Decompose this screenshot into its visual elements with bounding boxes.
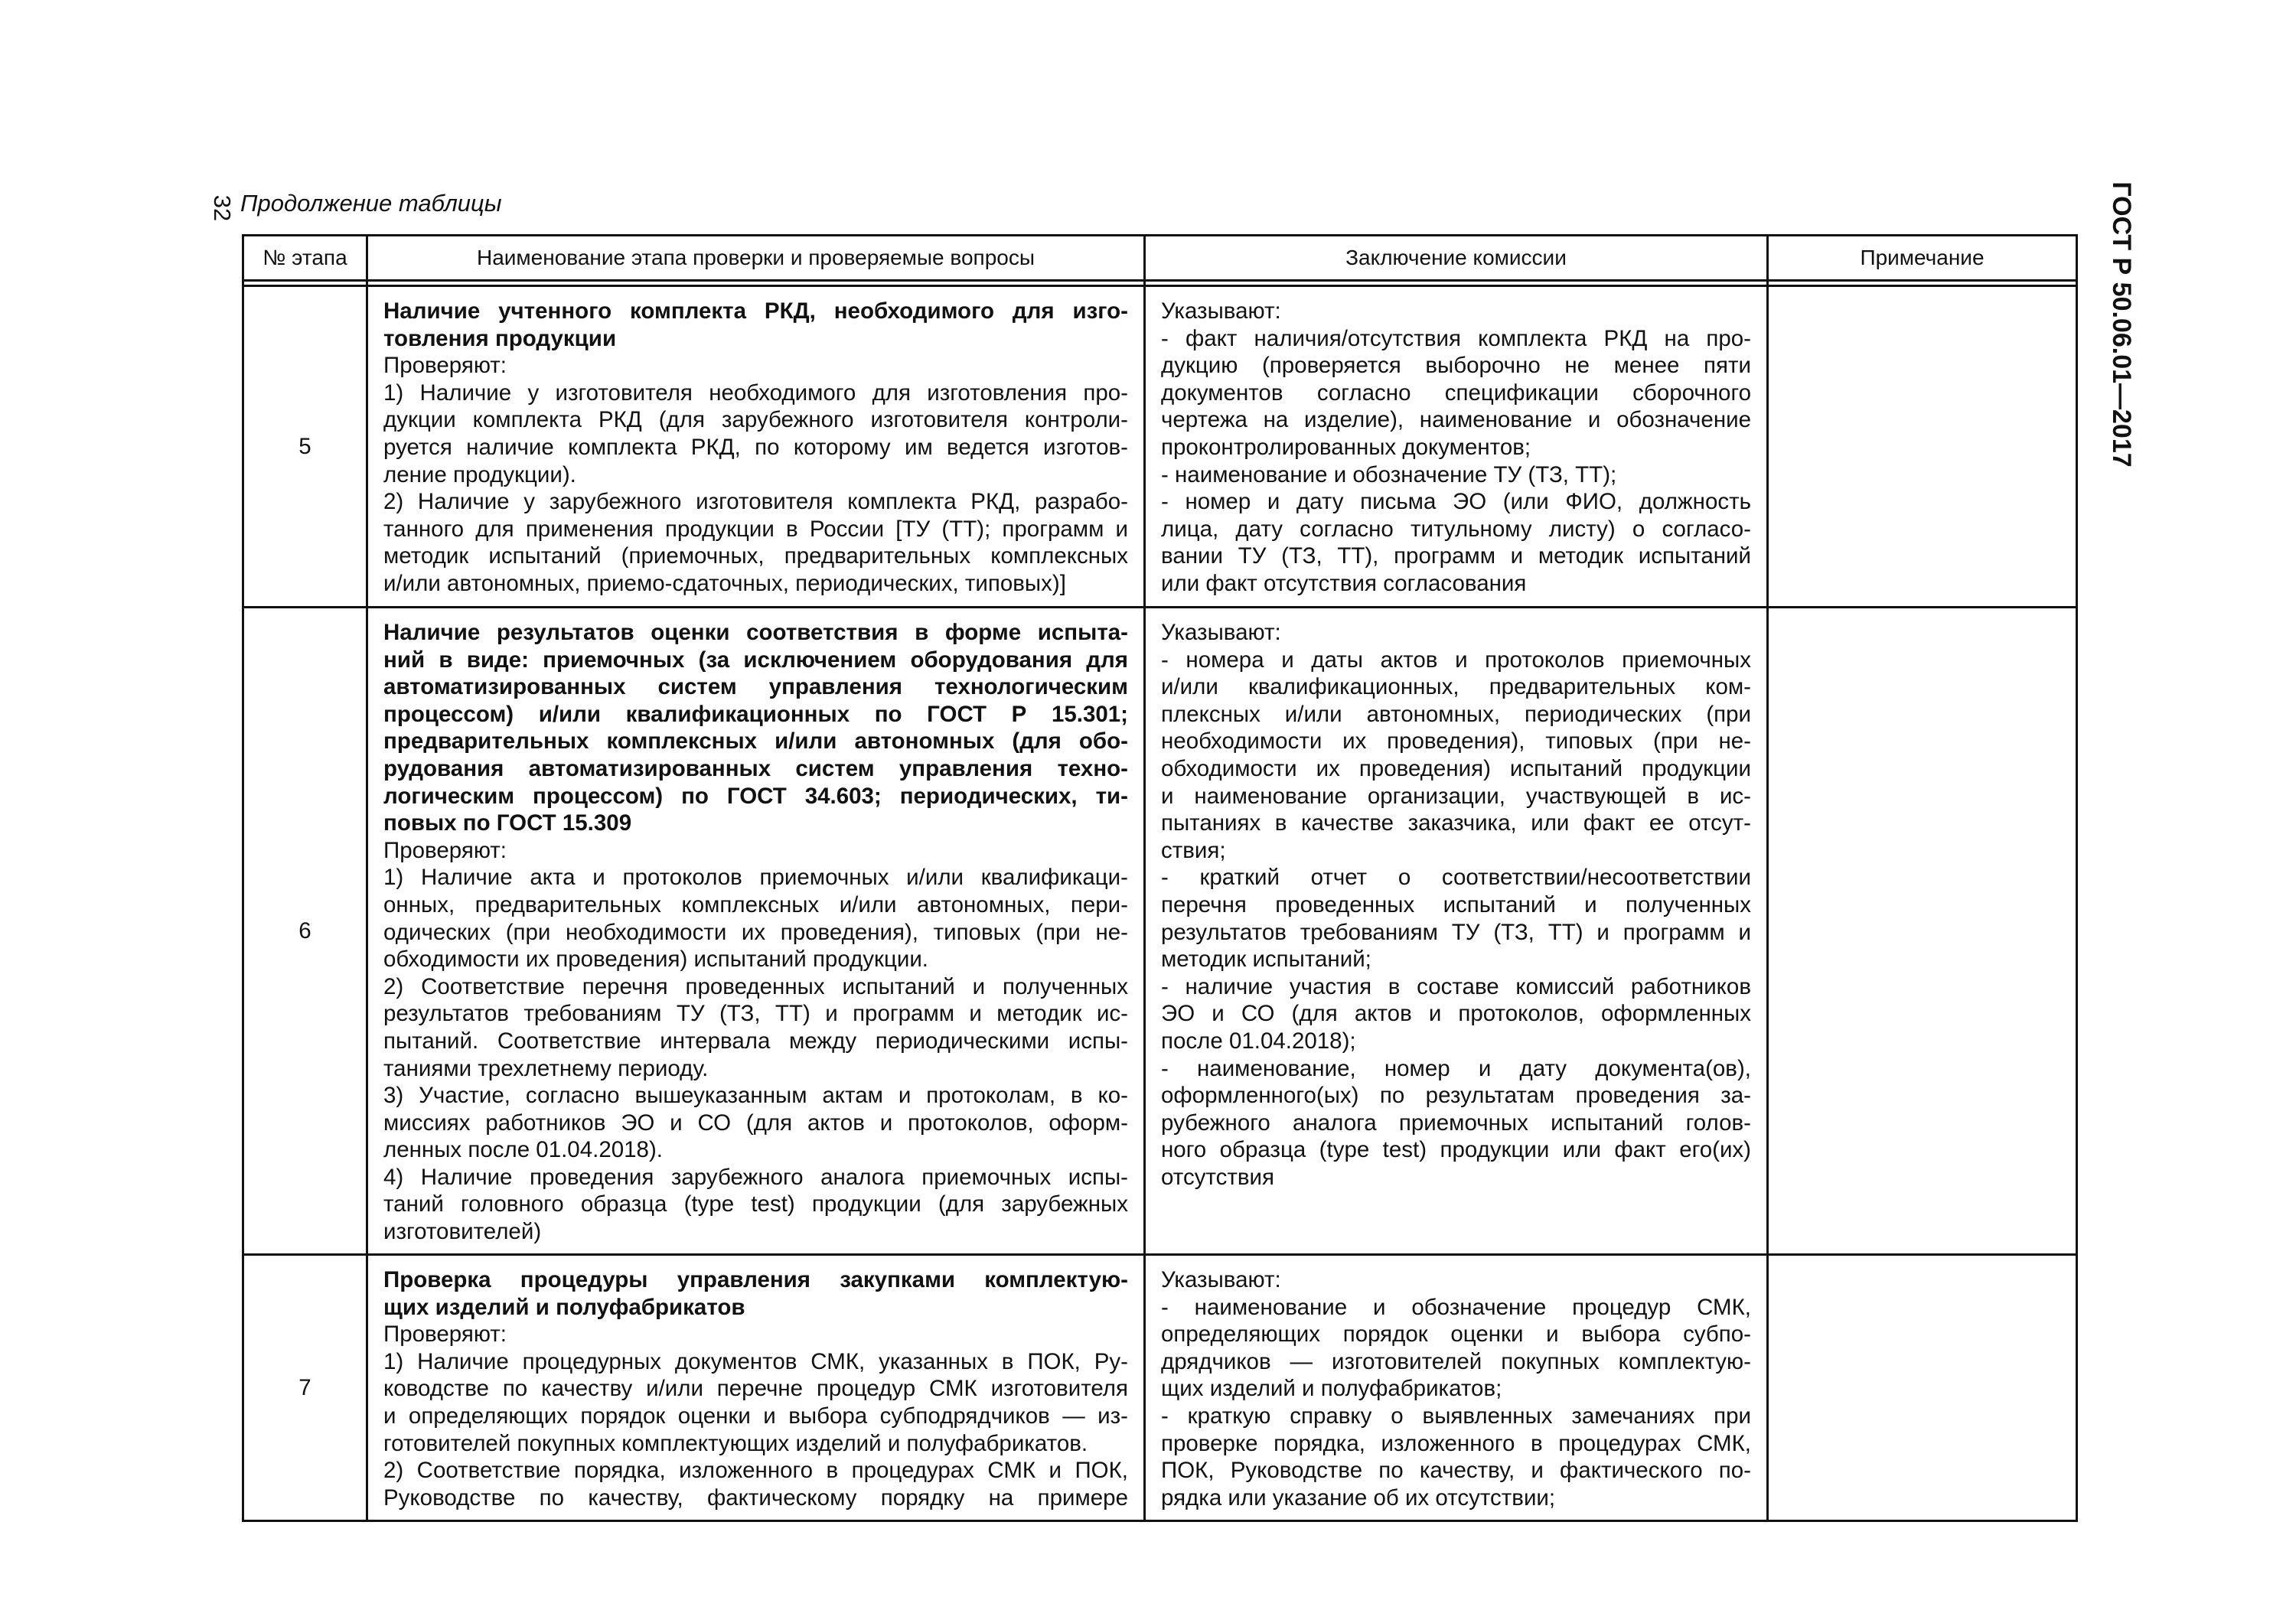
text-line: необходимости их проведения), типовых (при не- xyxy=(1161,728,1751,754)
text-line: вании ТУ (ТЗ, ТТ), программ и методик испытаний xyxy=(1161,543,1751,569)
note-cell xyxy=(1768,608,2077,1255)
text-line: повых по ГОСТ 15.309 xyxy=(383,810,632,836)
text-line: пытаний. Соответствие интервала между периодическими испы- xyxy=(383,1028,1128,1054)
text-line: рудования автоматизированных систем управления техно- xyxy=(383,755,1128,781)
text-line: 1) Наличие у изготовителя необходимого для изготовления про- xyxy=(383,380,1128,406)
text-line: Проверяют: xyxy=(383,837,507,863)
text-line: пытаниях в качестве заказчика, или факт ее отсут- xyxy=(1161,810,1751,836)
text-line: проконтролированных документов; xyxy=(1161,434,1531,460)
stage-name-cell xyxy=(367,608,1145,1255)
text-line: дукцию (проверяется выборочно не менее пяти xyxy=(1161,353,1751,379)
stage-name-cell xyxy=(367,1255,1145,1521)
text-line: отсутствия xyxy=(1161,1164,1275,1190)
conclusion-cell xyxy=(1145,1255,1768,1521)
text-line: ствия; xyxy=(1161,837,1226,863)
text-line: плексных и/или автономных, периодических (при xyxy=(1161,701,1751,727)
text-line: изготовителей) xyxy=(383,1219,542,1245)
stage-name-cell xyxy=(367,286,1145,608)
text-line: - факт наличия/отсутствия комплекта РКД на про- xyxy=(1161,325,1751,351)
header-commission-conclusion: Заключение комиссии xyxy=(1145,236,1768,281)
table-row xyxy=(243,286,2077,608)
text-line: щих изделий и полуфабрикатов; xyxy=(1161,1376,1502,1402)
text-line: - номера и даты актов и протоколов приемочных xyxy=(1161,647,1751,673)
text-line: 1) Наличие процедурных документов СМК, указанных в ПОК, Ру- xyxy=(383,1348,1128,1374)
text-line: ленных после 01.04.2018). xyxy=(383,1137,663,1163)
conclusion-cell xyxy=(1145,286,1768,608)
text-line: обходимости их проведения) испытаний продукции. xyxy=(383,947,929,973)
header-separator xyxy=(243,281,2077,286)
text-line: щих изделий и полуфабрикатов xyxy=(383,1294,745,1320)
text-line: - наименование, номер и дату документа(ов), xyxy=(1161,1055,1751,1081)
text-line: таний головного образца (type test) продукции (для зарубежных xyxy=(383,1191,1128,1217)
text-line: 2) Соответствие порядка, изложенного в процедурах СМК и ПОК, xyxy=(383,1458,1128,1484)
text-line: - краткую справку о выявленных замечаниях при xyxy=(1161,1403,1751,1429)
text-line: 2) Соответствие перечня проведенных испытаний и полученных xyxy=(383,973,1128,999)
text-line: оформленного(ых) по результатам проведения за- xyxy=(1161,1083,1751,1109)
text-line: лица, дату согласно титульному листу) о согласо- xyxy=(1161,516,1751,542)
verification-table xyxy=(242,234,2078,1522)
text-line: - краткий отчет о соответствии/несоответствии xyxy=(1161,865,1751,891)
text-line: и/или квалификационных, предварительных ком- xyxy=(1161,674,1751,700)
text-line: 1) Наличие акта и протоколов приемочных и/или квалификаци- xyxy=(383,865,1128,891)
text-line: Указывают: xyxy=(1161,620,1281,645)
text-line: руется наличие комплекта РКД, по которому им ведется изготов- xyxy=(383,434,1128,460)
text-line: или факт отсутствия согласования xyxy=(1161,570,1527,596)
text-line: Наличие результатов оценки соответствия в форме испыта- xyxy=(383,620,1128,645)
text-line: рядка или указание об их отсутствии; xyxy=(1161,1484,1556,1511)
text-line: 2) Наличие у зарубежного изготовителя комплекта РКД, разрабо- xyxy=(383,489,1128,515)
text-line: Наличие учтенного комплекта РКД, необходимого для изго- xyxy=(383,298,1128,324)
text-line: определяющих порядок оценки и выбора субпо- xyxy=(1161,1322,1751,1348)
table-header-row xyxy=(243,236,2077,281)
text-line: ний в виде: приемочных (за исключением оборудования для xyxy=(383,647,1128,673)
text-line: - наименование и обозначение ТУ (ТЗ, ТТ); xyxy=(1161,461,1617,487)
text-line: Указывают: xyxy=(1161,1267,1281,1292)
text-line: одических (при необходимости их проведения), типовых (при не- xyxy=(383,919,1128,945)
text-line: онных, предварительных комплексных и/или автономных, пери- xyxy=(383,891,1128,917)
stage-number: 6 xyxy=(243,608,367,1255)
text-line: Проверяют: xyxy=(383,1322,507,1348)
text-line: обходимости их проведения) испытаний продукции xyxy=(1161,755,1751,781)
text-line: ПОК, Руководстве по качеству, и фактического по- xyxy=(1161,1458,1751,1484)
text-line: и определяющих порядок оценки и выбора субподрядчиков — из- xyxy=(383,1403,1128,1429)
continuation-label: Продолжение таблицы xyxy=(240,190,502,217)
text-line: логическим процессом) по ГОСТ 34.603; периодических, ти- xyxy=(383,783,1128,809)
text-line: документов согласно спецификации сборочного xyxy=(1161,380,1751,406)
text-line: методик испытаний; xyxy=(1161,947,1371,973)
text-line: - номер и дату письма ЭО (или ФИО, должность xyxy=(1161,489,1751,515)
text-line: Указывают: xyxy=(1161,298,1281,324)
text-line: перечня проведенных испытаний и полученных xyxy=(1161,891,1751,917)
text-line: Проверяют: xyxy=(383,353,507,379)
text-line: после 01.04.2018); xyxy=(1161,1028,1356,1054)
text-line: ление продукции). xyxy=(383,461,576,487)
text-line: методик испытаний (приемочных, предварительных комплексных xyxy=(383,543,1128,569)
text-line: танного для применения продукции в России [ТУ (ТТ); программ и xyxy=(383,516,1128,542)
conclusion-cell xyxy=(1145,608,1768,1255)
text-line: - наименование и обозначение процедур СМК, xyxy=(1161,1294,1751,1320)
text-line: и наименование организации, участвующей в ис- xyxy=(1161,783,1751,809)
text-line: 4) Наличие проведения зарубежного аналога приемочных испы- xyxy=(383,1164,1128,1190)
text-line: дукции комплекта РКД (для зарубежного изготовителя контроли- xyxy=(383,407,1128,433)
text-line: товления продукции xyxy=(383,325,617,351)
text-line: процессом) и/или квалификационных по ГОСТ Р 15.301; xyxy=(383,701,1128,727)
text-line: проверке порядка, изложенного в процедурах СМК, xyxy=(1161,1430,1751,1456)
text-line: готовителей покупных комплектующих изделий и полуфабрикатов. xyxy=(383,1430,1088,1456)
text-line: 3) Участие, согласно вышеуказанным актам и протоколам, в ко- xyxy=(383,1083,1128,1109)
table-row xyxy=(243,1255,2077,1521)
stage-number: 7 xyxy=(243,1255,367,1521)
text-line: предварительных комплексных и/или автономных (для обо- xyxy=(383,728,1128,754)
header-note: Примечание xyxy=(1768,236,2077,281)
text-line: и/или автономных, приемо-сдаточных, периодических, типовых)] xyxy=(383,570,1066,596)
text-line: результатов требованиям ТУ (ТЗ, ТТ) и программ и методик ис- xyxy=(383,1001,1128,1027)
text-line: автоматизированных систем управления технологическим xyxy=(383,674,1128,700)
text-line: результатов требованиям ТУ (ТЗ, ТТ) и программ и xyxy=(1161,919,1751,945)
text-line: Проверка процедуры управления закупками комплектую- xyxy=(383,1267,1128,1292)
text-line: чертежа на изделие), наименование и обозначение xyxy=(1161,407,1751,433)
note-cell xyxy=(1768,1255,2077,1521)
text-line: рубежного аналога приемочных испытаний голов- xyxy=(1161,1110,1751,1136)
note-cell xyxy=(1768,286,2077,608)
page-number: 32 xyxy=(209,194,236,222)
text-line: ного образца (type test) продукции или факт его(их) xyxy=(1161,1137,1751,1163)
text-line: ководстве по качеству и/или перечне процедур СМК изготовителя xyxy=(383,1376,1128,1402)
text-line: Руководстве по качеству, фактическому порядку на примере xyxy=(383,1484,1128,1511)
text-line: ЭО и СО (для актов и протоколов, оформленных xyxy=(1161,1001,1751,1027)
table-row xyxy=(243,608,2077,1255)
header-stage-number: № этапа xyxy=(243,236,367,281)
text-line: миссиях работников ЭО и СО (для актов и протоколов, оформ- xyxy=(383,1110,1128,1136)
text-line: дрядчиков — изготовителей покупных комплектую- xyxy=(1161,1348,1751,1374)
standard-code: ГОСТ Р 50.06.01—2017 xyxy=(2107,181,2136,468)
header-stage-name: Наименование этапа проверки и проверяемые вопросы xyxy=(367,236,1145,281)
text-line: - наличие участия в составе комиссий работников xyxy=(1161,973,1751,999)
text-line: таниями трехлетнему периоду. xyxy=(383,1055,709,1081)
stage-number: 5 xyxy=(243,286,367,608)
